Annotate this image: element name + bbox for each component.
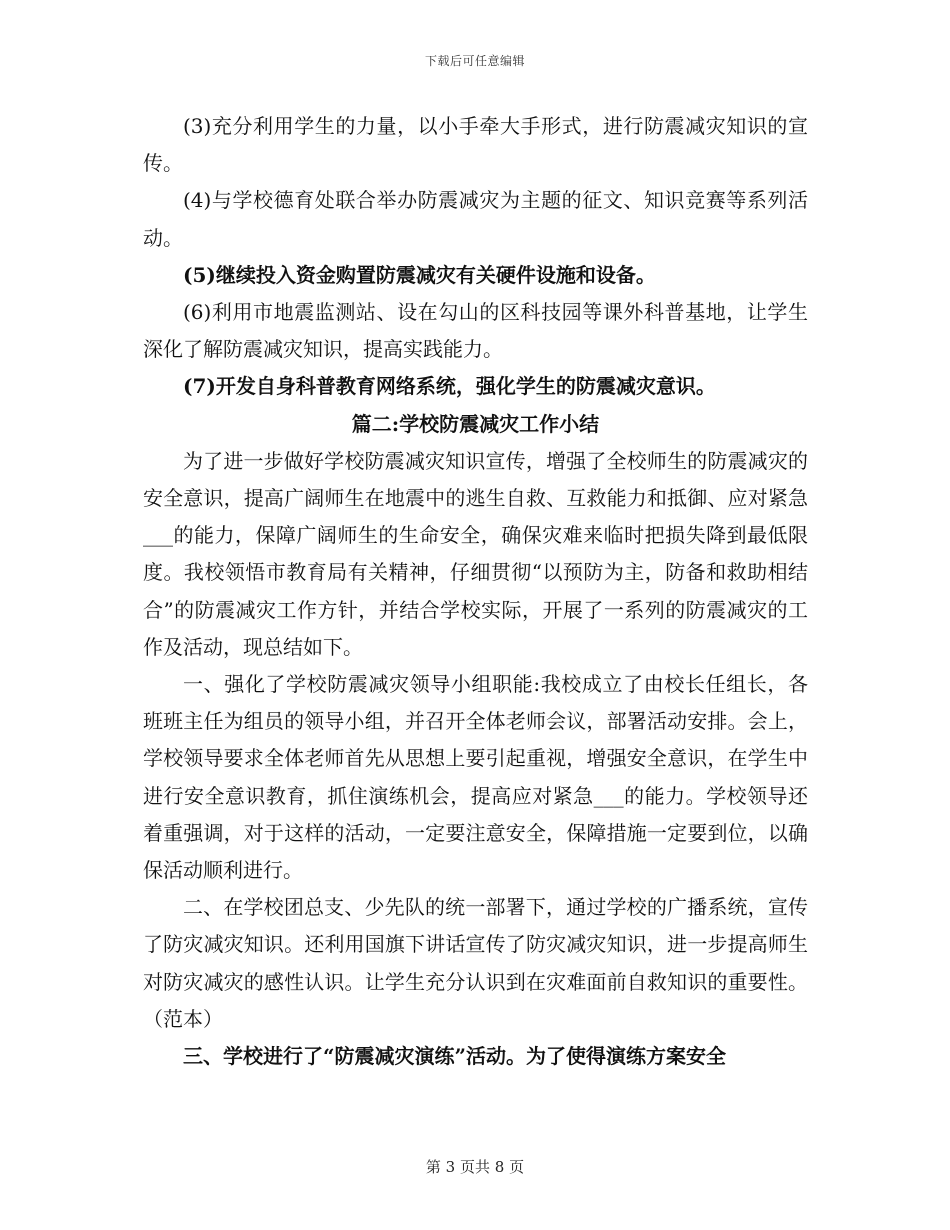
paragraph-item-6: (6)利用市地震监测站、设在勾山的区科技园等课外科普基地，让学生深化了解防震减灾知识，提高实践能力。: [143, 300, 808, 362]
paragraph-item-7: (7)开发自身科普教育网络系统，强化学生的防震减灾意识。: [183, 374, 716, 399]
paragraph-section-one: 一、强化了学校防震减灾领导小组职能:我校成立了由校长任组长，各班班主任为组员的领导小组，并召开全体老师会议，部署活动安排。会上，学校领导要求全体老师首先从思想上要引起重视，增强安全意识，在学生中进行安全意识教育，抓住演练机会，提高应对紧急___的能力。学校领导还着重强调，对于这样的活动，一定要注意安全，保障措施一定要到位，以确保活动顺利进行。: [143, 672, 808, 883]
page-footer: 第 3 页共 8 页: [425, 1158, 525, 1176]
paragraph-intro: 为了进一步做好学校防震减灾知识宣传，增强了全校师生的防震减灾的安全意识，提高广阔师生在地震中的逃生自救、互救能力和抵御、应对紧急___的能力，保障广阔师生的生命安全，确保灾难来临时把损失降到最低限度。我校领悟市教育局有关精神，仔细贯彻“以预防为主，防备和救助相结合”的防震减灾工作方针，并结合学校实际，开展了一系列的防震减灾的工作及活动，现总结如下。: [143, 448, 808, 659]
section-title: 篇二:学校防震减灾工作小结: [351, 411, 600, 436]
paragraph-section-three: 三、学校进行了“防震减灾演练”活动。为了使得演练方案安全: [183, 1044, 727, 1069]
paragraph-item-4: (4)与学校德育处联合举办防震减灾为主题的征文、知识竞赛等系列活动。: [143, 188, 808, 250]
paragraph-item-3: (3)充分利用学生的力量，以小手牵大手形式，进行防震减灾知识的宣传。: [143, 114, 808, 176]
paragraph-section-two: 二、在学校团总支、少先队的统一部署下，通过学校的广播系统，宣传了防灾减灾知识。还利用国旗下讲话宣传了防灾减灾知识，进一步提高师生对防灾减灾的感性认识。让学生充分认识到在灾难面前自救知识的重要性。（范本）: [143, 895, 808, 1031]
page-header: 下载后可任意编辑: [424, 54, 525, 68]
document-body: [143, 108, 808, 1075]
paragraph-item-5: (5)继续投入资金购置防震减灾有关硬件设施和设备。: [183, 262, 656, 287]
